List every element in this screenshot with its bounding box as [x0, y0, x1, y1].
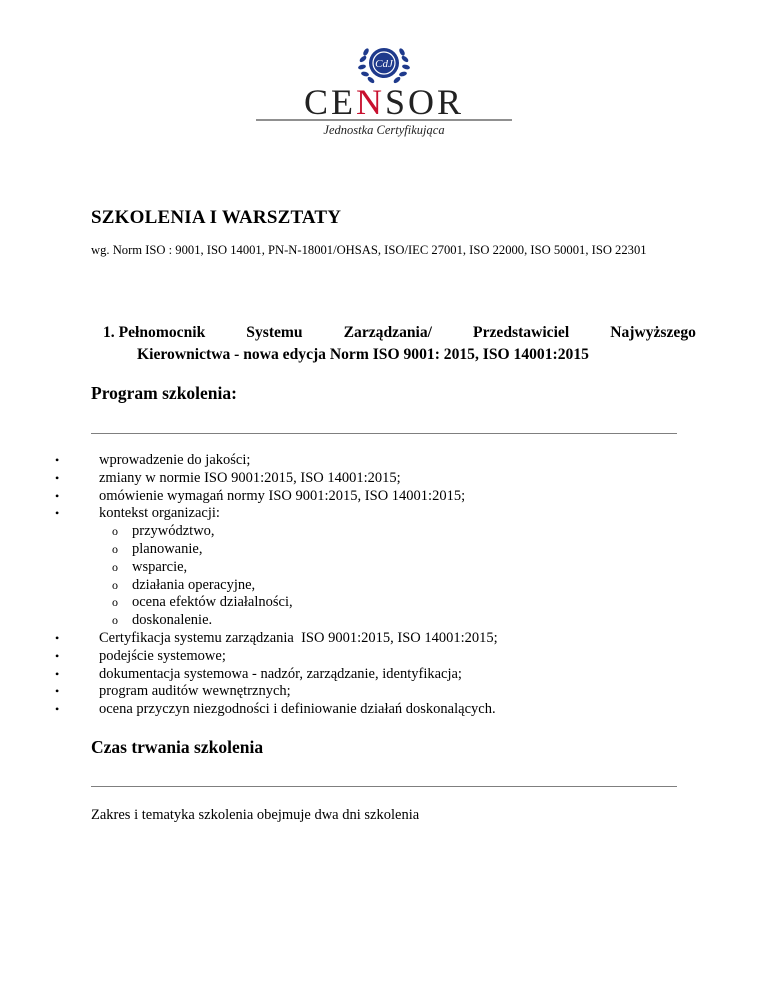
censor-logo [0, 30, 768, 150]
logo-tagline: Jednostka Certyfikująca [323, 123, 445, 137]
norms-line: wg. Norm ISO : 9001, ISO 14001, PN-N-18001/OHSAS, ISO/IEC 27001, ISO 22000, ISO 50001, ISO 22301 [91, 243, 647, 257]
list-item: • dokumentacja systemowa - nadzór, zarządzanie, identyfikacja; [55, 666, 498, 684]
page-title: SZKOLENIA I WARSZTATY [91, 207, 342, 228]
section-line1-w4: Najwyższego [610, 324, 696, 341]
divider [91, 786, 677, 787]
section-heading [103, 322, 696, 366]
duration-heading: Czas trwania szkolenia [91, 737, 264, 757]
program-list [55, 452, 498, 719]
program-heading: Program szkolenia: [91, 383, 237, 403]
sub-list [99, 523, 498, 630]
logo-brand: CENSOR [303, 82, 465, 122]
list-item-label: kontekst organizacji: [99, 505, 220, 522]
section-number: 1. [103, 324, 115, 341]
divider [91, 433, 677, 434]
sub-list-item: o doskonalenie. [112, 612, 498, 630]
list-item [55, 505, 498, 630]
section-line1-w1: Systemu [246, 324, 303, 341]
sub-list-item: o wsparcie, [112, 559, 498, 577]
sub-list-item: o planowanie, [112, 541, 498, 559]
section-line1-w3: Przedstawiciel [473, 324, 570, 341]
duration-text: Zakres i tematyka szkolenia obejmuje dwa dni szkolenia [91, 807, 420, 823]
sub-list-item: o ocena efektów działalności, [112, 594, 498, 612]
list-item: • zmiany w normie ISO 9001:2015, ISO 14001:2015; [55, 470, 498, 488]
section-line1-w0: 1. Pełnomocnik [103, 324, 206, 341]
list-item: • ocena przyczyn niezgodności i definiowanie działań doskonalących. [55, 701, 498, 719]
list-item: • podejście systemowe; [55, 648, 498, 666]
list-item: • Certyfikacja systemu zarządzania ISO 9001:2015, ISO 14001:2015; [55, 630, 498, 648]
logo-initials: CdJ [375, 58, 393, 70]
list-item: • wprowadzenie do jakości; [55, 452, 498, 470]
sub-list-item: o działania operacyjne, [112, 577, 498, 595]
section-line1-w2: Zarządzania/ [343, 324, 433, 341]
section-line2: Kierownictwa - nowa edycja Norm ISO 9001: 2015, ISO 14001:2015 [137, 346, 589, 363]
list-item: • omówienie wymagań normy ISO 9001:2015, ISO 14001:2015; [55, 488, 498, 506]
list-item: • program auditów wewnętrznych; [55, 683, 498, 701]
sub-list-item: o przywództwo, [112, 523, 498, 541]
logo-graphic [254, 30, 514, 140]
